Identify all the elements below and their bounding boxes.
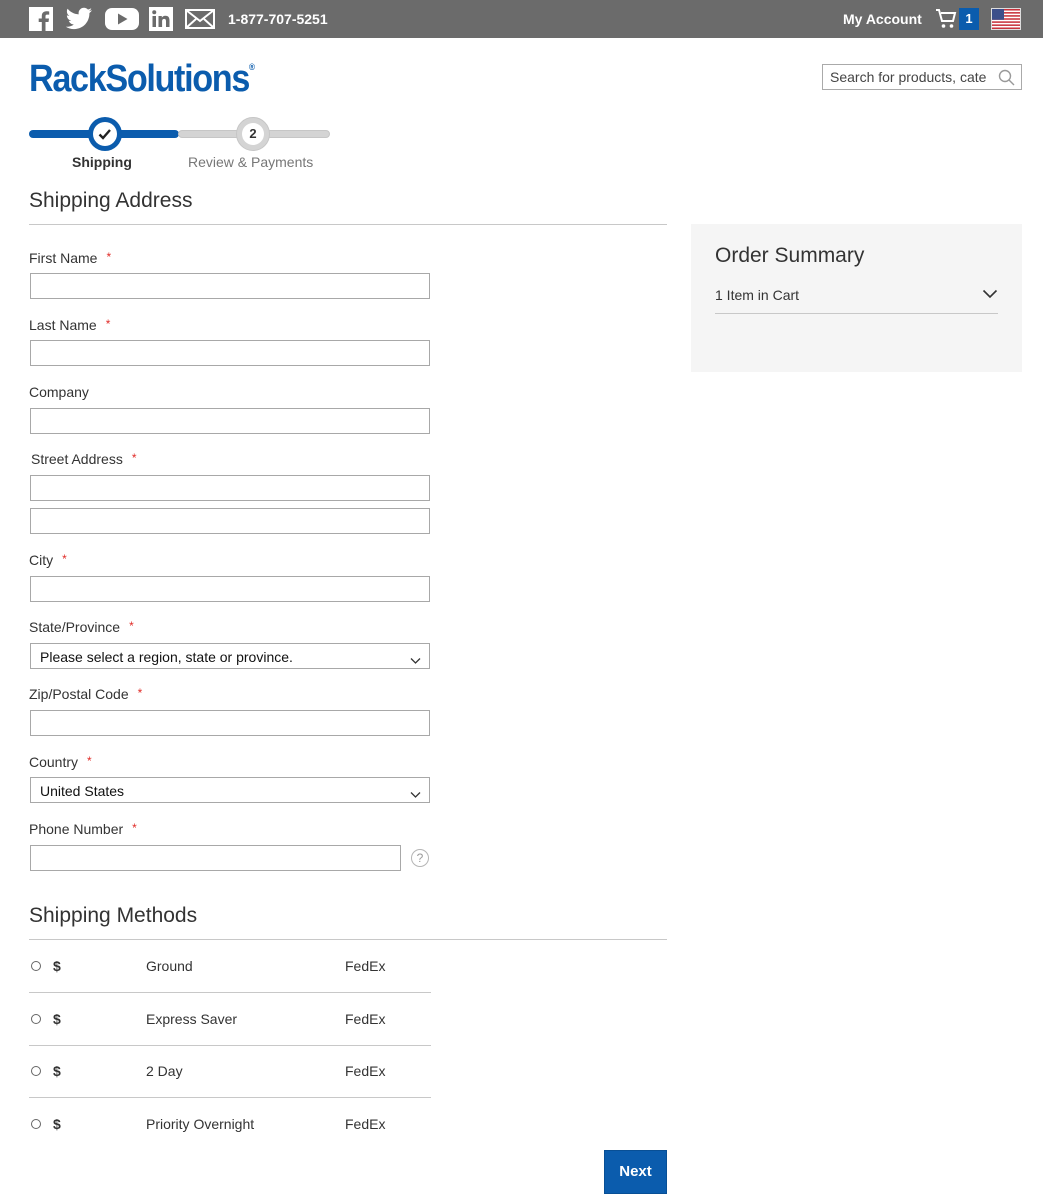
city-input[interactable] bbox=[30, 576, 430, 602]
country-select-value: United States bbox=[40, 783, 125, 799]
search-icon[interactable] bbox=[998, 69, 1015, 91]
my-account-link[interactable]: My Account bbox=[843, 11, 922, 27]
step-shipping-label: Shipping bbox=[72, 154, 132, 170]
shipping-method-row[interactable] bbox=[29, 1098, 431, 1151]
checkmark-icon bbox=[93, 122, 117, 146]
method-name: 2 Day bbox=[146, 1063, 183, 1079]
shipping-method-row[interactable] bbox=[29, 940, 431, 993]
street-address-line2-input[interactable] bbox=[30, 508, 430, 534]
facebook-icon[interactable] bbox=[29, 6, 53, 32]
first-name-label: First Name * bbox=[29, 250, 112, 266]
city-label: City * bbox=[29, 552, 67, 568]
cart-icon[interactable] bbox=[935, 8, 957, 35]
street-address-line1-input[interactable] bbox=[30, 475, 430, 501]
radio-button[interactable] bbox=[31, 1066, 41, 1076]
summary-divider bbox=[715, 313, 998, 314]
racksolutions-logo[interactable]: RackSolutions® bbox=[29, 58, 255, 100]
last-name-label: Last Name * bbox=[29, 317, 111, 333]
shipping-method-row[interactable] bbox=[29, 993, 431, 1046]
chevron-down-icon bbox=[410, 652, 421, 668]
step-review-circle: 2 bbox=[236, 117, 270, 151]
email-icon[interactable] bbox=[185, 6, 215, 32]
shipping-method-row[interactable] bbox=[29, 1046, 431, 1099]
shipping-address-title: Shipping Address bbox=[29, 189, 193, 212]
us-flag-icon[interactable] bbox=[991, 8, 1021, 30]
method-carrier: FedEx bbox=[345, 1011, 386, 1027]
company-input[interactable] bbox=[30, 408, 430, 434]
zip-input[interactable] bbox=[30, 710, 430, 736]
method-price: $ bbox=[53, 1011, 61, 1027]
search-box[interactable] bbox=[822, 64, 1022, 90]
next-button[interactable]: Next bbox=[604, 1150, 667, 1194]
phone-number[interactable]: 1-877-707-5251 bbox=[228, 11, 328, 27]
radio-button[interactable] bbox=[31, 1119, 41, 1129]
method-price: $ bbox=[53, 1116, 61, 1132]
method-name: Ground bbox=[146, 958, 193, 974]
phone-input[interactable] bbox=[30, 845, 401, 871]
step-shipping-circle bbox=[88, 117, 122, 151]
phone-label: Phone Number * bbox=[29, 821, 137, 837]
youtube-icon[interactable] bbox=[105, 6, 139, 32]
top-bar bbox=[0, 0, 1043, 38]
zip-label: Zip/Postal Code * bbox=[29, 686, 143, 702]
radio-button[interactable] bbox=[31, 1014, 41, 1024]
state-select-value: Please select a region, state or province. bbox=[40, 649, 293, 665]
help-icon[interactable]: ? bbox=[411, 849, 429, 867]
chevron-down-icon bbox=[410, 786, 421, 802]
first-name-input[interactable] bbox=[30, 273, 430, 299]
chevron-down-icon[interactable] bbox=[982, 286, 998, 304]
state-label: State/Province * bbox=[29, 619, 134, 635]
last-name-input[interactable] bbox=[30, 340, 430, 366]
cart-count-badge[interactable]: 1 bbox=[959, 8, 979, 30]
method-name: Express Saver bbox=[146, 1011, 238, 1027]
radio-button[interactable] bbox=[31, 961, 41, 971]
country-select[interactable] bbox=[30, 777, 430, 803]
method-name: Priority Overnight bbox=[146, 1116, 255, 1132]
shipping-methods-title: Shipping Methods bbox=[29, 904, 198, 927]
method-carrier: FedEx bbox=[345, 1116, 386, 1132]
section-divider bbox=[29, 224, 667, 225]
method-price: $ bbox=[53, 958, 61, 974]
step-review-label: Review & Payments bbox=[188, 154, 314, 170]
street-address-label: Street Address * bbox=[31, 451, 137, 467]
twitter-icon[interactable] bbox=[65, 6, 93, 32]
country-label: Country * bbox=[29, 754, 92, 770]
order-summary-panel bbox=[691, 224, 1022, 372]
method-price: $ bbox=[53, 1063, 61, 1079]
method-carrier: FedEx bbox=[345, 1063, 386, 1079]
company-label: Company bbox=[29, 384, 89, 400]
items-in-cart-toggle[interactable]: 1 Item in Cart bbox=[715, 287, 800, 303]
order-summary-title: Order Summary bbox=[715, 244, 865, 267]
state-select[interactable] bbox=[30, 643, 430, 669]
search-input[interactable] bbox=[830, 68, 992, 86]
linkedin-icon[interactable] bbox=[149, 6, 173, 32]
method-carrier: FedEx bbox=[345, 958, 386, 974]
